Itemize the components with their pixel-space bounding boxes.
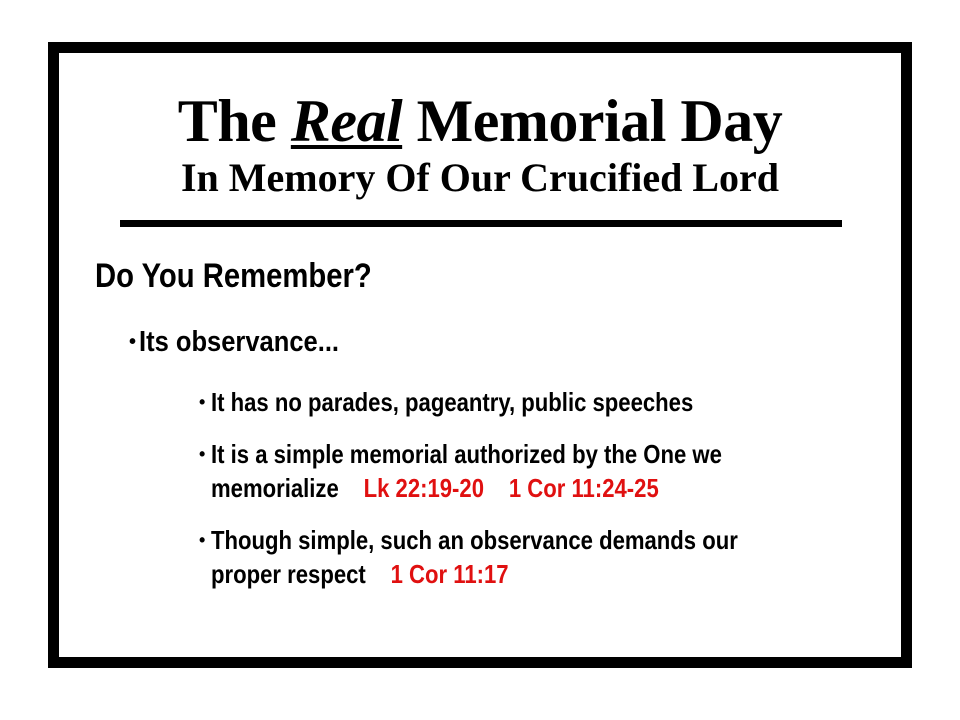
sub-point-text: proper respect (211, 559, 366, 589)
scripture-reference: Lk 22:19-20 (363, 473, 485, 503)
bullet-icon: • (129, 331, 137, 353)
main-point: Its observance... (139, 326, 340, 358)
bullet-icon: • (199, 392, 206, 412)
section-heading: Do You Remember? (95, 257, 372, 295)
scripture-reference: 1 Cor 11:24-25 (508, 473, 659, 503)
sub-point-2 (211, 437, 857, 505)
slide-frame (48, 42, 912, 668)
sub-point-3 (211, 523, 857, 591)
bullet-icon: • (199, 530, 206, 550)
title-divider (120, 220, 842, 227)
title-post: Memorial Day (416, 88, 783, 154)
sub-point-text: memorialize (211, 473, 339, 503)
sub-point-1 (211, 385, 857, 419)
title-emphasis: Real (290, 88, 403, 154)
title-pre: The (177, 88, 277, 154)
slide-content (59, 53, 901, 657)
bullet-icon: • (199, 444, 206, 464)
sub-point-text: It is a simple memorial authorized by the One we (211, 439, 722, 469)
slide-title (59, 88, 901, 154)
slide-subtitle: In Memory Of Our Crucified Lord (180, 155, 780, 200)
sub-point-text: It has no parades, pageantry, public speeches (211, 387, 694, 417)
scripture-reference: 1 Cor 11:17 (390, 559, 509, 589)
sub-point-text: Though simple, such an observance demands our (211, 525, 738, 555)
